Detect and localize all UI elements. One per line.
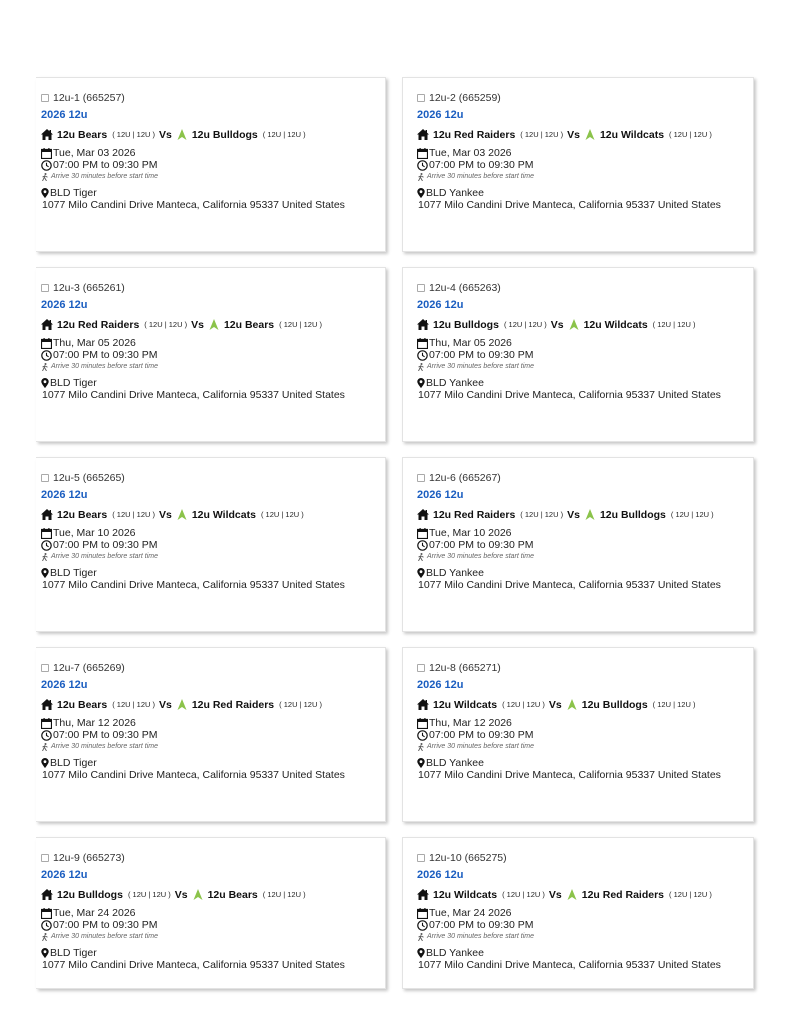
game-card[interactable] (402, 837, 754, 989)
away-flag-icon (177, 129, 187, 140)
location-name[interactable]: BLD Tiger (50, 187, 97, 199)
matchup (41, 508, 381, 521)
home-icon (417, 699, 429, 710)
vs-label: Vs (567, 508, 580, 521)
game-card[interactable] (402, 647, 754, 822)
checkbox-icon[interactable] (417, 664, 425, 672)
home-icon (41, 509, 53, 520)
home-icon (41, 319, 53, 330)
away-flag-icon (569, 319, 579, 330)
away-team-level: ( 12U | 12U ) (279, 319, 322, 329)
away-team[interactable]: 12u Bears (223, 318, 275, 331)
game-card[interactable] (402, 267, 754, 442)
game-time: 07:00 PM to 09:30 PM (53, 539, 158, 551)
clock-icon (41, 160, 52, 171)
location-row (41, 757, 381, 769)
arrive-note: Arrive 30 minutes before start time (51, 932, 158, 940)
location-row (41, 377, 381, 389)
away-team[interactable]: 12u Bulldogs (191, 128, 258, 141)
arrive-note: Arrive 30 minutes before start time (427, 172, 534, 180)
vs-label: Vs (174, 888, 188, 901)
checkbox-icon[interactable] (41, 664, 49, 672)
game-id-row (41, 852, 381, 864)
arrive-note: Arrive 30 minutes before start time (51, 362, 158, 370)
season-label[interactable]: 2026 12u (417, 679, 464, 691)
location-name[interactable]: BLD Yankee (426, 757, 484, 769)
map-pin-icon (41, 948, 49, 958)
location-row (417, 757, 749, 769)
arrive-row (417, 361, 749, 372)
home-team[interactable]: 12u Bears (57, 508, 108, 521)
time-row (41, 159, 381, 171)
home-team[interactable]: 12u Bears (57, 128, 108, 141)
arrive-note: Arrive 30 minutes before start time (51, 172, 158, 180)
arrive-note: Arrive 30 minutes before start time (51, 552, 158, 560)
game-id-row (417, 282, 749, 294)
game-date: Tue, Mar 03 2026 (53, 147, 136, 159)
away-flag-icon (193, 889, 203, 900)
game-time: 07:00 PM to 09:30 PM (429, 349, 534, 361)
time-row (417, 349, 749, 361)
game-card[interactable] (36, 457, 386, 632)
map-pin-icon (417, 188, 425, 198)
checkbox-icon[interactable] (417, 854, 425, 862)
location-name[interactable]: BLD Tiger (50, 947, 97, 959)
location-address: 1077 Milo Candini Drive Manteca, California 95337 United States (418, 199, 721, 211)
season-label[interactable]: 2026 12u (417, 299, 464, 311)
home-team-level: ( 12U | 12U ) (502, 889, 545, 899)
clock-icon (417, 540, 428, 551)
away-team-level: ( 12U | 12U ) (670, 509, 714, 519)
away-team[interactable]: 12u Red Raiders (191, 698, 275, 711)
home-icon (417, 129, 429, 140)
location-address: 1077 Milo Candini Drive Manteca, California 95337 United States (418, 389, 721, 401)
clock-icon (41, 540, 52, 551)
matchup (417, 698, 749, 711)
away-team[interactable]: 12u Wildcats (583, 318, 648, 331)
away-team-level: ( 12U | 12U ) (652, 319, 696, 329)
game-time: 07:00 PM to 09:30 PM (53, 159, 158, 171)
map-pin-icon (41, 568, 49, 578)
game-id: 12u-1 (665257) (53, 92, 125, 104)
home-icon (41, 699, 53, 710)
away-team-level: ( 12U | 12U ) (669, 129, 712, 139)
game-id-row (41, 662, 381, 674)
game-id: 12u-6 (665267) (429, 472, 501, 484)
arrive-note: Arrive 30 minutes before start time (427, 932, 534, 940)
date-row (41, 337, 381, 349)
home-icon (417, 319, 429, 330)
arrive-note: Arrive 30 minutes before start time (427, 362, 534, 370)
game-id: 12u-7 (665269) (53, 662, 125, 674)
calendar-icon (417, 148, 428, 159)
home-team[interactable]: 12u Wildcats (433, 888, 498, 901)
away-team[interactable]: 12u Bears (207, 888, 258, 901)
home-team[interactable]: 12u Bears (57, 698, 108, 711)
walking-icon (417, 553, 425, 561)
checkbox-icon[interactable] (41, 854, 49, 862)
away-team-level: ( 12U | 12U ) (262, 889, 306, 899)
location-address: 1077 Milo Candini Drive Manteca, California 95337 United States (418, 579, 721, 591)
map-pin-icon (417, 758, 425, 768)
clock-icon (417, 920, 428, 931)
game-time: 07:00 PM to 09:30 PM (429, 159, 534, 171)
season-label[interactable]: 2026 12u (41, 299, 88, 311)
calendar-icon (417, 528, 428, 539)
game-date: Thu, Mar 12 2026 (429, 717, 512, 729)
game-id-row (417, 852, 749, 864)
arrive-row (41, 741, 381, 752)
calendar-icon (417, 908, 428, 919)
location-address: 1077 Milo Candini Drive Manteca, California 95337 United States (42, 769, 345, 781)
game-time: 07:00 PM to 09:30 PM (53, 349, 158, 361)
game-card[interactable] (36, 267, 386, 442)
calendar-icon (417, 718, 428, 729)
away-team[interactable]: 12u Wildcats (599, 128, 665, 141)
location-name[interactable]: BLD Tiger (50, 757, 97, 769)
clock-icon (41, 730, 52, 741)
calendar-icon (41, 908, 52, 919)
away-flag-icon (177, 699, 187, 710)
away-team[interactable]: 12u Bulldogs (581, 698, 648, 711)
vs-label: Vs (191, 318, 204, 331)
game-card[interactable] (36, 647, 386, 822)
season-label[interactable]: 2026 12u (41, 489, 88, 501)
clock-icon (41, 920, 52, 931)
vs-label: Vs (159, 508, 172, 521)
date-row (41, 717, 381, 729)
clock-icon (417, 730, 428, 741)
time-row (41, 919, 381, 931)
date-row (417, 147, 749, 159)
arrive-row (41, 171, 381, 182)
season-label[interactable]: 2026 12u (417, 109, 464, 121)
arrive-note: Arrive 30 minutes before start time (427, 552, 534, 560)
map-pin-icon (41, 758, 49, 768)
walking-icon (41, 363, 49, 371)
game-id: 12u-4 (665263) (429, 282, 501, 294)
game-date: Thu, Mar 05 2026 (429, 337, 512, 349)
vs-label: Vs (548, 888, 562, 901)
arrive-row (41, 361, 381, 372)
home-icon (417, 509, 429, 520)
away-team[interactable]: 12u Red Raiders (581, 888, 665, 901)
calendar-icon (41, 528, 52, 539)
away-flag-icon (177, 509, 187, 520)
vs-label: Vs (548, 698, 562, 711)
checkbox-icon[interactable] (41, 474, 49, 482)
arrive-row (417, 931, 749, 942)
time-row (41, 539, 381, 551)
arrive-row (417, 171, 749, 182)
home-team-level: ( 12U | 12U ) (112, 699, 155, 709)
vs-label: Vs (159, 128, 172, 141)
home-team[interactable]: 12u Red Raiders (57, 318, 140, 331)
time-row (417, 539, 749, 551)
game-id: 12u-8 (665271) (429, 662, 501, 674)
matchup (41, 888, 381, 901)
time-row (41, 729, 381, 741)
date-row (417, 907, 749, 919)
location-row (417, 377, 749, 389)
game-date: Thu, Mar 12 2026 (53, 717, 136, 729)
away-team[interactable]: 12u Bulldogs (599, 508, 666, 521)
game-id: 12u-10 (665275) (429, 852, 507, 864)
calendar-icon (41, 148, 52, 159)
checkbox-icon[interactable] (417, 474, 425, 482)
arrive-note: Arrive 30 minutes before start time (51, 742, 158, 750)
date-row (41, 527, 381, 539)
matchup (41, 318, 381, 331)
walking-icon (41, 743, 49, 751)
date-row (417, 337, 749, 349)
away-team-level: ( 12U | 12U ) (669, 889, 712, 899)
map-pin-icon (417, 378, 425, 388)
checkbox-icon[interactable] (41, 284, 49, 292)
arrive-row (41, 551, 381, 562)
checkbox-icon[interactable] (417, 94, 425, 102)
location-name[interactable]: BLD Yankee (426, 377, 484, 389)
location-name[interactable]: BLD Yankee (426, 187, 484, 199)
home-team[interactable]: 12u Bulldogs (433, 318, 499, 331)
arrive-note: Arrive 30 minutes before start time (427, 742, 534, 750)
time-row (417, 159, 749, 171)
game-time: 07:00 PM to 09:30 PM (429, 539, 534, 551)
location-address: 1077 Milo Candini Drive Manteca, California 95337 United States (42, 579, 345, 591)
location-name[interactable]: BLD Tiger (50, 377, 97, 389)
walking-icon (417, 743, 425, 751)
vs-label: Vs (550, 318, 564, 331)
map-pin-icon (417, 948, 425, 958)
away-flag-icon (585, 509, 595, 520)
date-row (41, 907, 381, 919)
game-id: 12u-2 (665259) (429, 92, 501, 104)
matchup (417, 128, 749, 141)
matchup (417, 888, 749, 901)
home-team-level: ( 12U | 12U ) (503, 319, 547, 329)
season-label[interactable]: 2026 12u (41, 679, 88, 691)
home-team-level: ( 12U | 12U ) (144, 319, 188, 329)
date-row (41, 147, 381, 159)
matchup (41, 698, 381, 711)
walking-icon (417, 363, 425, 371)
game-id: 12u-5 (665265) (53, 472, 125, 484)
season-label[interactable]: 2026 12u (41, 869, 88, 881)
location-name[interactable]: BLD Yankee (426, 947, 484, 959)
location-name[interactable]: BLD Yankee (426, 567, 484, 579)
away-team-level: ( 12U | 12U ) (262, 129, 306, 139)
calendar-icon (417, 338, 428, 349)
game-date: Tue, Mar 24 2026 (429, 907, 512, 919)
home-team[interactable]: 12u Bulldogs (57, 888, 123, 901)
date-row (417, 527, 749, 539)
time-row (417, 729, 749, 741)
away-team-level: ( 12U | 12U ) (652, 699, 696, 709)
game-id-row (417, 662, 749, 674)
away-team-level: ( 12U | 12U ) (279, 699, 322, 709)
walking-icon (417, 933, 425, 941)
home-team[interactable]: 12u Wildcats (433, 698, 498, 711)
home-team[interactable]: 12u Red Raiders (433, 508, 516, 521)
time-row (417, 919, 749, 931)
game-date: Tue, Mar 24 2026 (53, 907, 136, 919)
season-label[interactable]: 2026 12u (417, 489, 464, 501)
game-time: 07:00 PM to 09:30 PM (429, 919, 534, 931)
game-id-row (41, 472, 381, 484)
season-label[interactable]: 2026 12u (417, 869, 464, 881)
matchup (41, 128, 381, 141)
away-flag-icon (567, 699, 577, 710)
location-address: 1077 Milo Candini Drive Manteca, California 95337 United States (42, 199, 345, 211)
matchup (417, 508, 749, 521)
home-team[interactable]: 12u Red Raiders (433, 128, 516, 141)
arrive-row (417, 741, 749, 752)
clock-icon (417, 350, 428, 361)
vs-label: Vs (159, 698, 172, 711)
game-card[interactable] (36, 77, 386, 252)
game-card[interactable] (402, 77, 754, 252)
map-pin-icon (41, 188, 49, 198)
vs-label: Vs (567, 128, 580, 141)
home-team-level: ( 12U | 12U ) (520, 129, 564, 139)
game-time: 07:00 PM to 09:30 PM (53, 919, 158, 931)
walking-icon (41, 553, 49, 561)
away-flag-icon (209, 319, 219, 330)
away-team[interactable]: 12u Wildcats (191, 508, 256, 521)
walking-icon (41, 933, 49, 941)
away-team-level: ( 12U | 12U ) (260, 509, 304, 519)
clock-icon (417, 160, 428, 171)
location-name[interactable]: BLD Tiger (50, 567, 97, 579)
location-row (417, 187, 749, 199)
location-address: 1077 Milo Candini Drive Manteca, California 95337 United States (418, 959, 721, 971)
calendar-icon (41, 338, 52, 349)
arrive-row (417, 551, 749, 562)
walking-icon (417, 173, 425, 181)
game-id: 12u-3 (665261) (53, 282, 125, 294)
game-time: 07:00 PM to 09:30 PM (53, 729, 158, 741)
location-row (417, 947, 749, 959)
game-card[interactable] (402, 457, 754, 632)
calendar-icon (41, 718, 52, 729)
home-team-level: ( 12U | 12U ) (127, 889, 171, 899)
game-time: 07:00 PM to 09:30 PM (429, 729, 534, 741)
location-row (41, 187, 381, 199)
home-icon (41, 129, 53, 140)
season-label[interactable]: 2026 12u (41, 109, 88, 121)
home-icon (41, 889, 53, 900)
checkbox-icon[interactable] (417, 284, 425, 292)
home-team-level: ( 12U | 12U ) (112, 509, 155, 519)
game-date: Tue, Mar 10 2026 (429, 527, 512, 539)
date-row (417, 717, 749, 729)
walking-icon (41, 173, 49, 181)
home-team-level: ( 12U | 12U ) (502, 699, 545, 709)
location-row (41, 947, 381, 959)
game-date: Tue, Mar 10 2026 (53, 527, 136, 539)
game-id-row (41, 92, 381, 104)
clock-icon (41, 350, 52, 361)
location-row (417, 567, 749, 579)
game-date: Tue, Mar 03 2026 (429, 147, 512, 159)
away-flag-icon (567, 889, 577, 900)
game-date: Thu, Mar 05 2026 (53, 337, 136, 349)
home-icon (417, 889, 429, 900)
home-team-level: ( 12U | 12U ) (112, 129, 155, 139)
map-pin-icon (41, 378, 49, 388)
arrive-row (41, 931, 381, 942)
location-address: 1077 Milo Candini Drive Manteca, California 95337 United States (42, 389, 345, 401)
game-id-row (417, 92, 749, 104)
location-address: 1077 Milo Candini Drive Manteca, California 95337 United States (42, 959, 345, 971)
game-id-row (41, 282, 381, 294)
time-row (41, 349, 381, 361)
home-team-level: ( 12U | 12U ) (520, 509, 564, 519)
game-id: 12u-9 (665273) (53, 852, 125, 864)
checkbox-icon[interactable] (41, 94, 49, 102)
matchup (417, 318, 749, 331)
map-pin-icon (417, 568, 425, 578)
location-row (41, 567, 381, 579)
game-card[interactable] (36, 837, 386, 989)
away-flag-icon (585, 129, 595, 140)
game-id-row (417, 472, 749, 484)
location-address: 1077 Milo Candini Drive Manteca, California 95337 United States (418, 769, 721, 781)
